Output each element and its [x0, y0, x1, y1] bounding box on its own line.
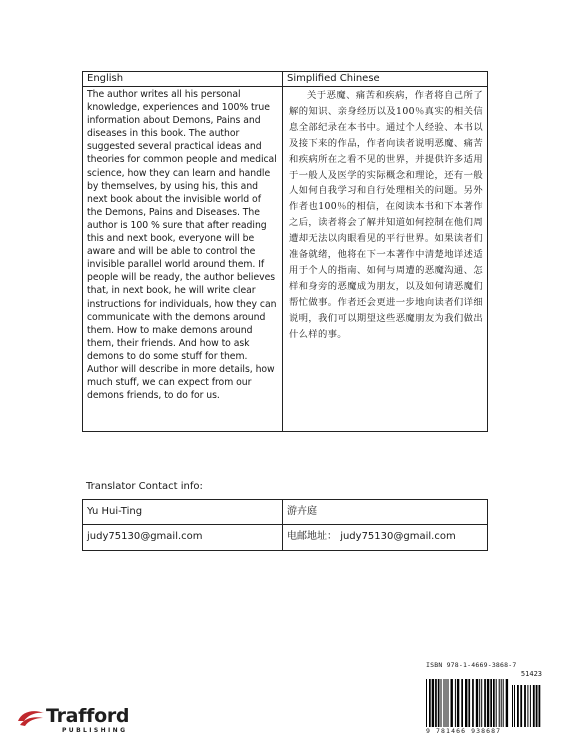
barcode-bar: [429, 679, 431, 727]
barcode-image: [426, 679, 542, 727]
barcode-addon-bar: [514, 685, 515, 727]
barcode-bar: [444, 679, 445, 727]
barcode-addon-bar: [539, 685, 541, 727]
barcode-addon-bar: [524, 685, 526, 727]
publisher-name: Trafford: [46, 705, 130, 727]
email-value-zh: judy75130@gmail.com: [340, 531, 456, 542]
publisher-sub: PUBLISHING: [62, 727, 128, 734]
barcode-bar: [503, 679, 504, 727]
publisher-logo: [16, 705, 156, 737]
barcode-bar: [490, 679, 492, 727]
barcode-addon-bar: [530, 685, 531, 727]
isbn-barcode-block: [424, 661, 544, 741]
barcode-addon-bar: [533, 685, 535, 727]
header-chinese: Simplified Chinese: [283, 72, 487, 87]
barcode-bar: [455, 679, 456, 727]
barcode-bar: [472, 679, 474, 727]
chinese-description: 关于恶魔、痛苦和疾病，作者将自己所了解的知识、亲身经历以及100％真实的相关信息全部纪录在本书中。通过个人经验、本书以及接下来的作品，作者向读者说明恶魔、痛苦和疾病所在之看不见的世界，并提供许多适用于一般人及医学的实际概念和理论，还有一般人如何自我学习和自行处理相关的问题。另外作者也100％的相信，在阅读本书和下本著作之后，读者将会了解并知道如何控制在他们周遭却无法以肉眼看见的平行世界。如果读者们准备就绪，他将在下一本著作中清楚地详述适用于个人的指南、如何与周遭的恶魔沟通、怎样和身旁的恶魔成为朋友，以及如何请恶魔们帮忙做事。作者还会更进一步地向读者们详细说明，我们可以期望这些恶魔朋友为我们做出什么样的事。: [289, 90, 483, 340]
barcode-bar: [441, 679, 442, 727]
barcode-number: 9 781466 938687: [426, 727, 502, 735]
translator-contact-title: Translator Contact info:: [86, 481, 203, 492]
translator-email-zh-row: [283, 525, 487, 550]
translator-name-zh: 游卉庭: [283, 500, 487, 525]
barcode-bar: [457, 679, 459, 727]
email-label-zh: 电邮地址：: [287, 531, 337, 542]
barcode-bar: [506, 679, 508, 727]
barcode-addon-bar: [527, 685, 528, 727]
barcode-addon-bar: [520, 685, 522, 727]
barcode-bar: [461, 679, 463, 727]
barcode-addon-bar: [517, 685, 519, 727]
barcode-bar: [499, 679, 500, 727]
barcode-bar: [487, 679, 489, 727]
barcode-bar: [496, 679, 497, 727]
translator-contact-table: [82, 499, 488, 551]
isbn-label: ISBN 978-1-4669-3868-7: [426, 661, 517, 669]
barcode-bar: [426, 679, 427, 727]
barcode-bar: [446, 679, 447, 727]
barcode-bar: [481, 679, 482, 727]
header-english: English: [83, 72, 283, 87]
barcode-bar: [451, 679, 453, 727]
barcode-bar: [465, 679, 467, 727]
barcode-addon-bar: [512, 685, 513, 727]
barcode-bar: [493, 679, 495, 727]
translator-name-en: Yu Hui-Ting: [83, 500, 283, 525]
barcode-bar: [448, 679, 449, 727]
barcode-bar: [468, 679, 470, 727]
barcode-bar: [438, 679, 440, 727]
barcode-bar: [476, 679, 478, 727]
barcode-bar: [432, 679, 434, 727]
publisher-logo-icon: [16, 707, 46, 729]
barcode-bar: [479, 679, 480, 727]
barcode-bar: [484, 679, 486, 727]
bilingual-description-table: [82, 71, 488, 432]
barcode-bar: [435, 679, 437, 727]
isbn-price-code: 51423: [520, 670, 542, 678]
barcode-bar: [501, 679, 502, 727]
english-description: The author writes all his personal knowledge, experiences and 100% true information about Demons, Pains and diseases in this book. The author suggested several practical ideas and theories for common people and medical science, how they can learn and handle by themselves, by using his, this and next book about the invisible world of the Demons, Pains and Diseases. The author is 100 % sure that after reading this and next book, everyone will be aware and will be able to control the invisible parallel world around them. If people will be ready, the author believes that, in next book, he will write clear instructions for individuals, how they can communicate with the demons around them. How to make demons around them, their friends. And how to ask demons to do some stuff for them. Author will describe in more details, how much stuff, we can expect from our demons friends, to do for us.: [83, 87, 283, 431]
barcode-addon-bar: [536, 685, 538, 727]
translator-email-en: judy75130@gmail.com: [83, 525, 283, 550]
